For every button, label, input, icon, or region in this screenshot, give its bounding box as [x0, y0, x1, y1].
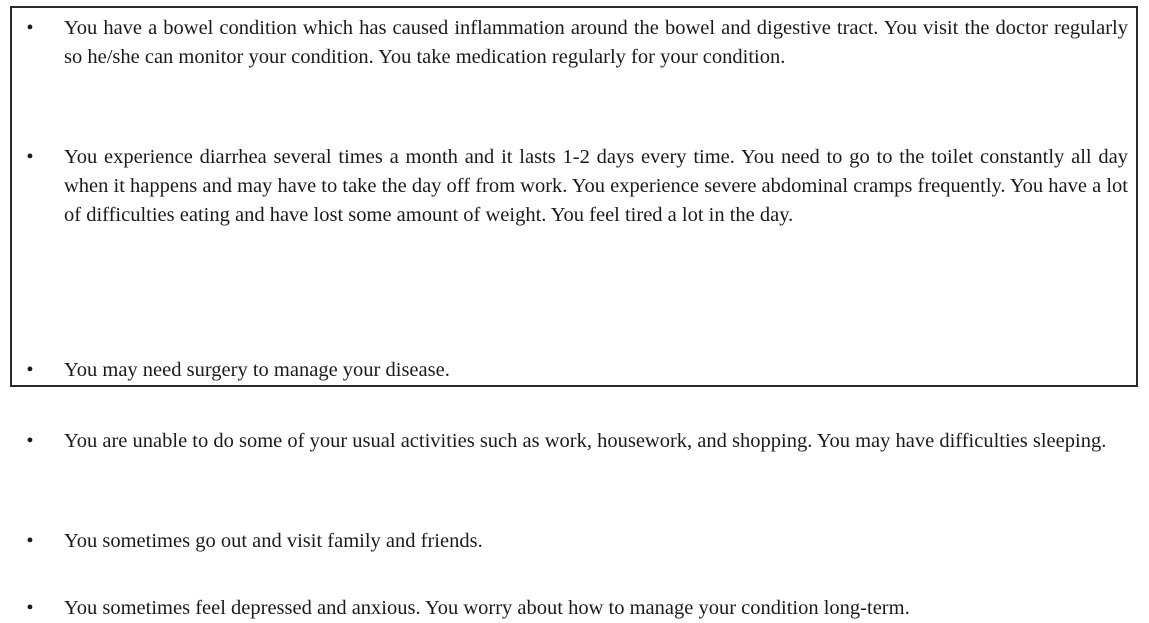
list-item-text: You sometimes feel depressed and anxious. You worry about how to manage your condition long-term. [64, 597, 910, 619]
list-item [12, 594, 1136, 623]
list-item-text: You sometimes go out and visit family and friends. [64, 530, 483, 552]
list-item [12, 356, 1136, 385]
bordered-text-box [10, 6, 1138, 619]
list-item-text: You are unable to do some of your usual activities such as work, housework, and shopping. You may have difficulties sleeping. [64, 430, 1107, 452]
bullet-icon: • [26, 146, 34, 168]
bullet-icon: • [26, 430, 34, 452]
bullet-icon: • [26, 530, 34, 552]
list-item-text: You may need surgery to manage your disease. [64, 359, 450, 381]
list-item [12, 527, 1136, 556]
bullet-list [12, 8, 1136, 619]
bullet-icon: • [26, 17, 34, 39]
list-item [12, 14, 1136, 72]
list-item-text: You experience diarrhea several times a month and it lasts 1-2 days every time. You need to go to the toilet constantly all day when it happens and may have to take the day off from work. You experience severe abdominal cramps frequently. You have a lot of difficulties eating and have lost some amount of weight. You feel tired a lot in the day. [64, 146, 1128, 226]
list-item [12, 143, 1136, 230]
list-item [12, 427, 1136, 456]
bullet-icon: • [26, 597, 34, 619]
bullet-icon: • [26, 359, 34, 381]
list-item-text: You have a bowel condition which has caused inflammation around the bowel and digestive tract. You visit the doctor regularly so he/she can monitor your condition. You take medication regularly for your condition. [64, 17, 1128, 68]
